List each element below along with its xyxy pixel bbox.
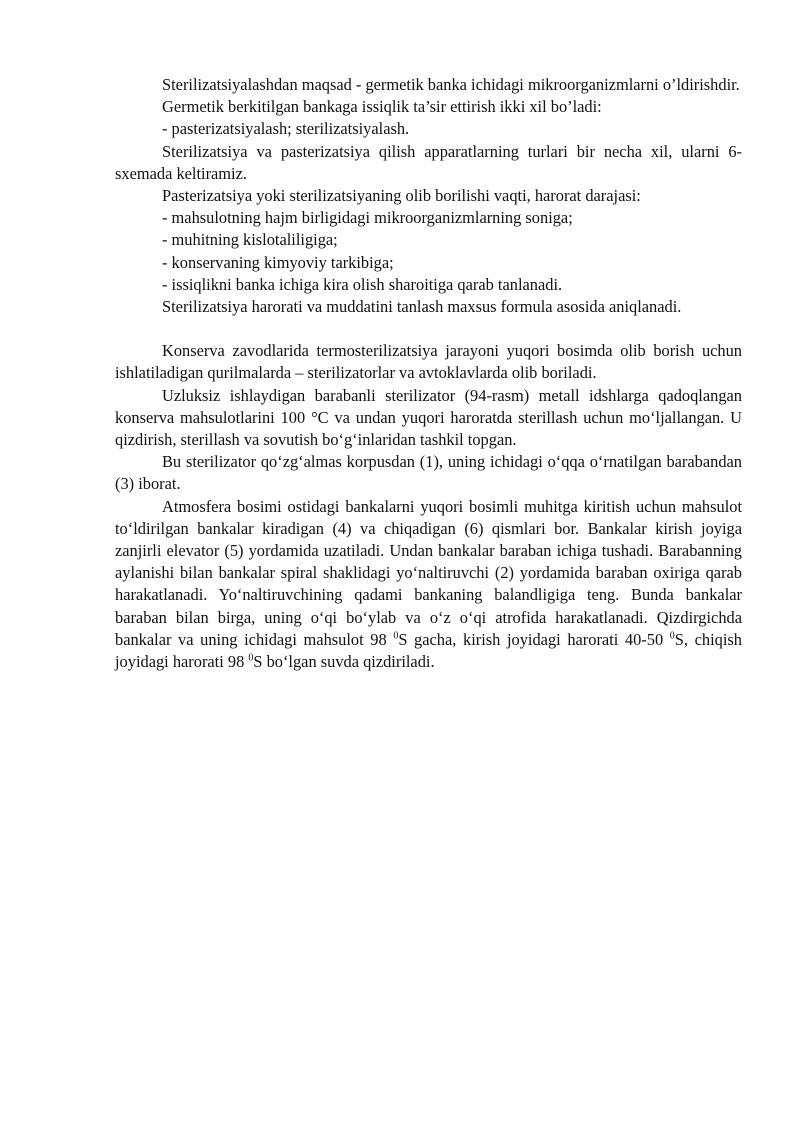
degree-superscript: 0 <box>248 652 254 664</box>
operation-text-d: S bo‘lgan suvda qizdiriladi. <box>253 652 435 672</box>
document-page <box>115 74 742 673</box>
list-item-pasteurization: - pasterizatsiyalash; sterilizatsiyalash. <box>162 119 410 139</box>
degree-superscript: 0 <box>669 630 675 642</box>
list-item-acidity: - muhitning kislotaliligiga; <box>162 230 338 250</box>
paragraph-autoclaves: Konserva zavodlarida termosterilizatsiya jarayoni yuqori bosimda olib borish uchun ishlatiladigan qurilmalarda – sterilizatorlar va avtoklavlarda olib boriladi. <box>115 341 742 383</box>
operation-text-c: S, chiqish joyidagi harorati 98 <box>115 629 742 672</box>
paragraph-operation <box>115 496 742 674</box>
paragraph-apparatus-types: Sterilizatsiya va pasterizatsiya qilish apparatlarning turlari bir necha xil, ularni 6-sxemada keltiramiz. <box>115 141 742 183</box>
paragraph-drum-sterilizer: Uzluksiz ishlaydigan barabanli sterilizator (94-rasm) metall idshlarga qadoqlangan konserva mahsulotlarini 100 °C va undan yuqori haroratda sterillash uchun mo‘ljallangan. U qizdirish, sterillash va sovutish bo‘g‘inlaridan tashkil topgan. <box>115 385 742 450</box>
list-item-microorganisms: - mahsulotning hajm birligidagi mikroorganizmlarning soniga; <box>162 208 573 228</box>
paragraph-heat-treatment-types: Germetik berkitilgan bankaga issiqlik ta’sir ettirish ikki xil bo’ladi: <box>162 97 602 117</box>
list-item-heat-penetration: - issiqlikni banka ichiga kira olish sharoitiga qarab tanlanadi. <box>162 274 563 294</box>
paragraph-spacer <box>115 318 742 340</box>
operation-text-a: Atmosfera bosimi ostidagi bankalarni yuqori bosimli muhitga kiritish uchun mahsulot to‘ldirilgan bankalar kiradigan (4) va chiqadigan (6) qismlari bor. Bankalar kirish joyiga zanjirli elevator (5) yordamida uzatiladi. Undan bankalar baraban ichiga tushadi. Barabanning aylanishi bilan bankalar spiral shaklidagi yo‘naltiruvchi (2) yordamida baraban oxiriga qarab harakatlanadi. Yo‘naltiruvchining qadami bankaning balandligiga teng. Bunda bankalar baraban bilan birga, uning o‘qi bo‘ylab va o‘z o‘qi atrofida harakatlanadi. Qizdirgichda bankalar va uning ichidagi mahsulot 98 <box>115 496 742 649</box>
paragraph-sterilizer-parts: Bu sterilizator qo‘zg‘almas korpusdan (1), uning ichidagi o‘qqa o‘rnatilgan barabandan (3) iborat. <box>115 452 742 494</box>
operation-text-b: S gacha, kirish joyidagi harorati 40-50 <box>398 629 670 649</box>
list-item-chemical-composition: - konservaning kimyoviy tarkibiga; <box>162 252 394 272</box>
paragraph-sterilization-goal: Sterilizatsiyalashdan maqsad - germetik banka ichidagi mikroorganizmlarni o’ldirishdir. <box>162 75 740 94</box>
paragraph-duration-factors: Pasterizatsiya yoki sterilizatsiyaning olib borilishi vaqti, harorat darajasi: <box>162 186 641 206</box>
paragraph-formula: Sterilizatsiya harorati va muddatini tanlash maxsus formula asosida aniqlanadi. <box>162 297 682 317</box>
degree-superscript: 0 <box>393 630 399 642</box>
